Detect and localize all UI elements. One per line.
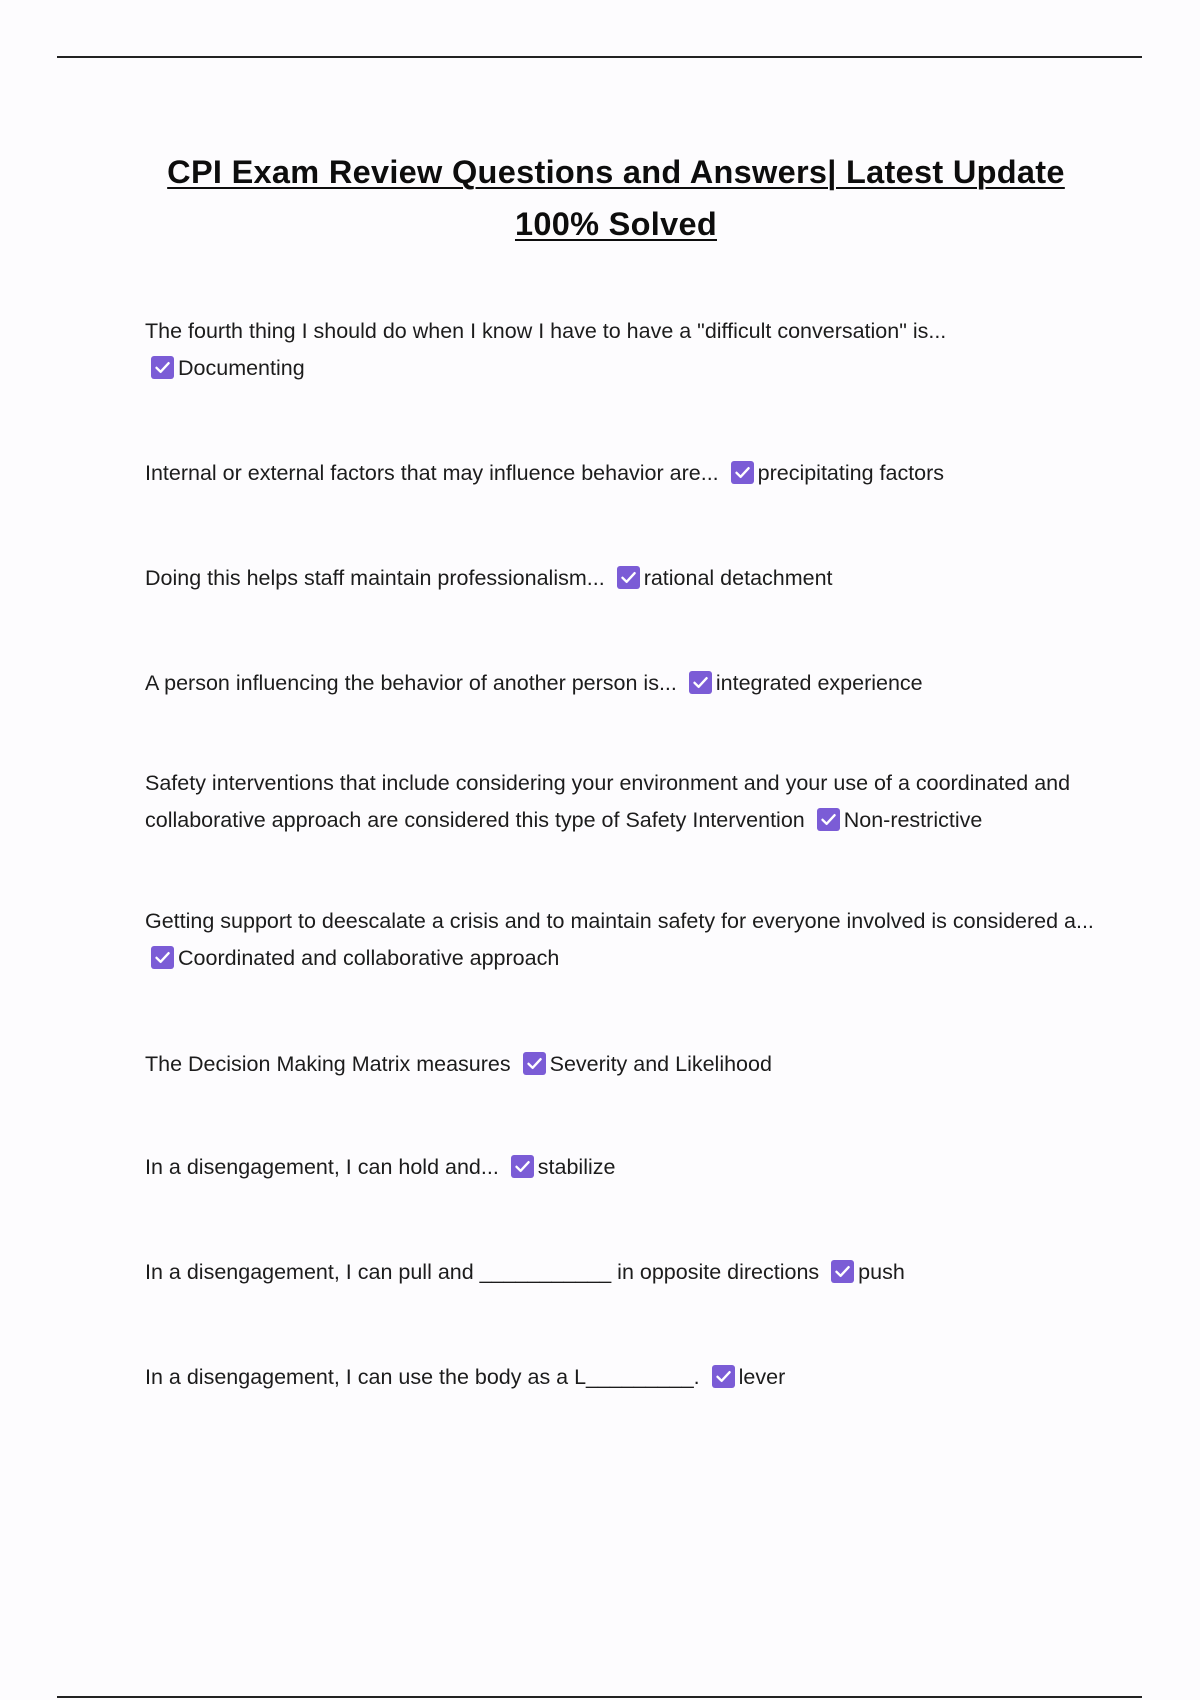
qa-item [145, 903, 1095, 977]
checkbox-checked-icon [151, 356, 174, 379]
qa-item [145, 1254, 1095, 1291]
checkbox-checked-icon [817, 808, 840, 831]
answer-text: push [858, 1260, 905, 1284]
qa-item [145, 765, 1095, 839]
document-title: CPI Exam Review Questions and Answers| Latest Update 100% Solved [167, 154, 1065, 242]
checkbox-checked-icon [523, 1052, 546, 1075]
qa-item [145, 1046, 1095, 1083]
checkbox-checked-icon [511, 1155, 534, 1178]
question-text: Doing this helps staff maintain professionalism... [145, 566, 605, 590]
answer-text: Severity and Likelihood [549, 1052, 772, 1076]
qa-item [145, 313, 1095, 387]
checkbox-checked-icon [731, 461, 754, 484]
question-text: The Decision Making Matrix measures [145, 1052, 511, 1076]
qa-item [145, 1359, 1095, 1396]
answer-text: stabilize [537, 1155, 616, 1179]
qa-item [145, 665, 1095, 702]
answer-text: Documenting [178, 356, 305, 380]
checkbox-checked-icon [617, 566, 640, 589]
checkbox-checked-icon [831, 1260, 854, 1283]
qa-item [145, 560, 1095, 597]
checkbox-checked-icon [689, 671, 712, 694]
qa-item [145, 1149, 1095, 1186]
checkbox-checked-icon [712, 1365, 735, 1388]
answer-text: Non-restrictive [843, 808, 983, 832]
footer-rule [57, 1696, 1142, 1698]
question-text: In a disengagement, I can use the body as a L_________. [145, 1365, 700, 1389]
question-text: Internal or external factors that may influence behavior are... [145, 461, 719, 485]
question-text: Getting support to deescalate a crisis and to maintain safety for everyone involved is considered a... [145, 909, 1094, 933]
answer-text: integrated experience [715, 671, 923, 695]
question-text: In a disengagement, I can hold and... [145, 1155, 499, 1179]
answer-text: Coordinated and collaborative approach [178, 946, 560, 970]
question-text: Safety interventions that include considering your environment and your use of a coordinated and collaborative approach are considered this type of Safety Intervention [145, 771, 1071, 832]
question-text: The fourth thing I should do when I know I have to have a "difficult conversation" is... [145, 319, 947, 343]
answer-text: precipitating factors [757, 461, 945, 485]
checkbox-checked-icon [151, 946, 174, 969]
question-text: A person influencing the behavior of another person is... [145, 671, 677, 695]
header-rule [57, 56, 1142, 58]
answer-text: rational detachment [643, 566, 833, 590]
question-text: In a disengagement, I can pull and ___________ in opposite directions [145, 1260, 820, 1284]
answer-text: lever [738, 1365, 786, 1389]
qa-item [145, 455, 1095, 492]
